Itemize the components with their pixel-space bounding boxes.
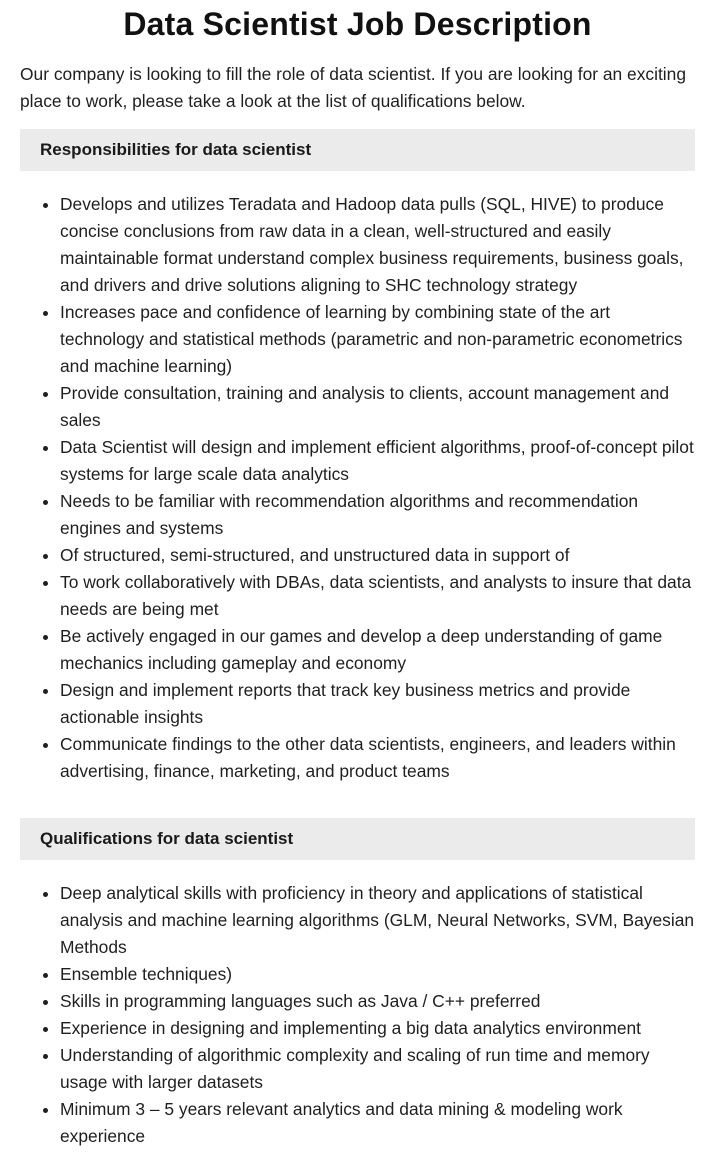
list-item: • Be actively engaged in our games and develop a deep understanding of game mechanics including gameplay and economy bbox=[60, 623, 695, 677]
list-item: • Experience in designing and implementing a big data analytics environment bbox=[60, 1015, 695, 1042]
qualifications-header: Qualifications for data scientist bbox=[20, 818, 695, 860]
responsibilities-header: Responsibilities for data scientist bbox=[20, 129, 695, 171]
list-item: • Design and implement reports that track key business metrics and provide actionable insights bbox=[60, 677, 695, 731]
responsibilities-list bbox=[20, 191, 695, 785]
list-item: • Skills in programming languages such as Java / C++ preferred bbox=[60, 988, 695, 1015]
qualifications-list bbox=[20, 880, 695, 1150]
list-item: • Understanding of algorithmic complexity and scaling of run time and memory usage with larger datasets bbox=[60, 1042, 695, 1096]
list-item: • Develops and utilizes Teradata and Hadoop data pulls (SQL, HIVE) to produce concise conclusions from raw data in a clean, well-structured and easily maintainable format understand complex business requirements, business goals, and drivers and drive solutions aligning to SHC technology strategy bbox=[60, 191, 695, 299]
list-item: • To work collaboratively with DBAs, data scientists, and analysts to insure that data needs are being met bbox=[60, 569, 695, 623]
list-item: • Communicate findings to the other data scientists, engineers, and leaders within advertising, finance, marketing, and product teams bbox=[60, 731, 695, 785]
list-item: • Of structured, semi-structured, and unstructured data in support of bbox=[60, 542, 695, 569]
list-item: • Data Scientist will design and implement efficient algorithms, proof-of-concept pilot systems for large scale data analytics bbox=[60, 434, 695, 488]
list-item: • Increases pace and confidence of learning by combining state of the art technology and statistical methods (parametric and non-parametric econometrics and machine learning) bbox=[60, 299, 695, 380]
list-item: • Provide consultation, training and analysis to clients, account management and sales bbox=[60, 380, 695, 434]
section-spacer bbox=[20, 785, 695, 804]
list-item: • Deep analytical skills with proficiency in theory and applications of statistical analysis and machine learning algorithms (GLM, Neural Networks, SVM, Bayesian Methods bbox=[60, 880, 695, 961]
list-item: • Minimum 3 – 5 years relevant analytics and data mining & modeling work experience bbox=[60, 1096, 695, 1150]
intro-paragraph: Our company is looking to fill the role of data scientist. If you are looking for an exciting place to work, please take a look at the list of qualifications below. bbox=[20, 64, 687, 111]
list-item: • Ensemble techniques) bbox=[60, 961, 695, 988]
page-title: Data Scientist Job Description bbox=[123, 6, 592, 42]
list-item: • Needs to be familiar with recommendation algorithms and recommendation engines and systems bbox=[60, 488, 695, 542]
